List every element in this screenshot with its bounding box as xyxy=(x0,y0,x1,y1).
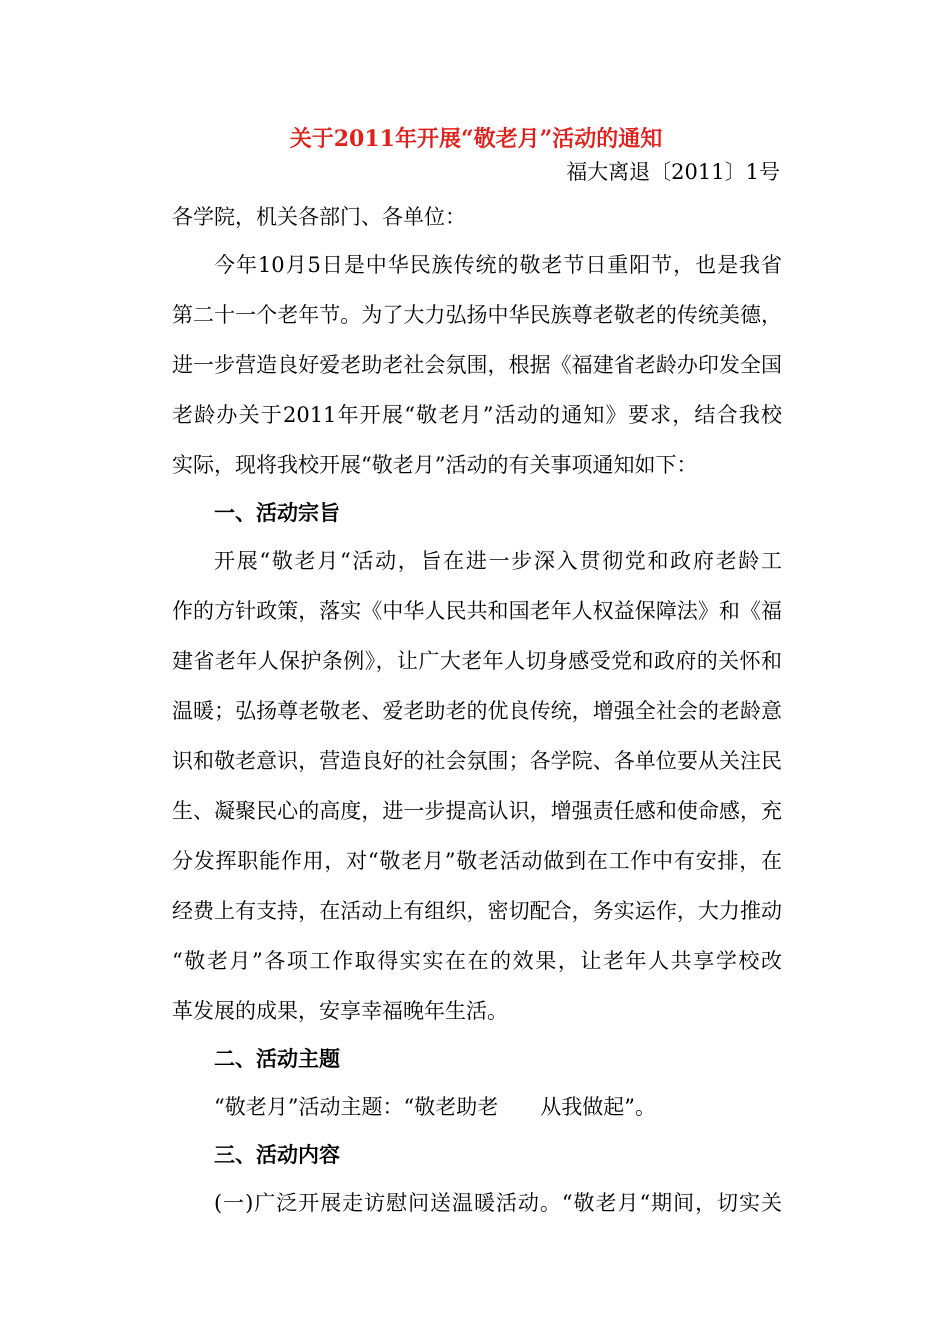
section1-line-8: 经费上有支持，在活动上有组织，密切配合，务实运作，大力推动 xyxy=(172,899,782,923)
intro-line-1: 今年10月5日是中华民族传统的敬老节日重阳节，也是我省 xyxy=(214,253,782,277)
section3-line: (一)广泛开展走访慰问送温暖活动。“敬老月“期间，切实关 xyxy=(214,1191,782,1215)
intro-line-3: 进一步营造良好爱老助老社会氛围，根据《福建省老龄办印发全国 xyxy=(172,353,782,377)
document-title: 关于2011年开展“敬老月”活动的通知 xyxy=(289,126,663,152)
intro-line-4: 老龄办关于2011年开展“敬老月”活动的通知》要求，结合我校 xyxy=(172,403,782,427)
section1-line-6: 生、凝聚民心的高度，进一步提高认识，增强责任感和使命感，充 xyxy=(172,799,782,823)
section2-line: “敬老月”活动主题：“敬老助老 从我做起”。 xyxy=(214,1095,656,1119)
intro-line-2: 第二十一个老年节。为了大力弘扬中华民族尊老敬老的传统美德， xyxy=(172,303,782,327)
section1-line-4: 温暖；弘扬尊老敬老、爱老助老的优良传统，增强全社会的老龄意 xyxy=(172,699,782,723)
document-number: 福大离退〔2011〕1号 xyxy=(566,160,780,184)
section1-line-7: 分发挥职能作用，对“敬老月”敬老活动做到在工作中有安排，在 xyxy=(172,849,782,873)
section1-line-5: 识和敬老意识，营造良好的社会氛围；各学院、各单位要从关注民 xyxy=(172,749,782,773)
section1-line-2: 作的方针政策，落实《中华人民共和国老年人权益保障法》和《福 xyxy=(172,599,782,623)
section1-line-3: 建省老年人保护条例》，让广大老年人切身感受党和政府的关怀和 xyxy=(172,649,782,673)
section1-line-1: 开展“敬老月“活动，旨在进一步深入贯彻党和政府老龄工 xyxy=(214,549,782,573)
section1-line-9: “敬老月”各项工作取得实实在在的效果，让老年人共享学校改 xyxy=(172,949,782,973)
section1-heading: 一、活动宗旨 xyxy=(214,501,340,525)
section2-heading: 二、活动主题 xyxy=(214,1047,340,1071)
salutation: 各学院，机关各部门、各单位： xyxy=(172,205,466,229)
intro-line-5: 实际，现将我校开展“敬老月”活动的有关事项通知如下： xyxy=(172,453,698,477)
section1-line-10: 革发展的成果，安享幸福晚年生活。 xyxy=(172,999,508,1023)
section3-heading: 三、活动内容 xyxy=(214,1143,340,1167)
